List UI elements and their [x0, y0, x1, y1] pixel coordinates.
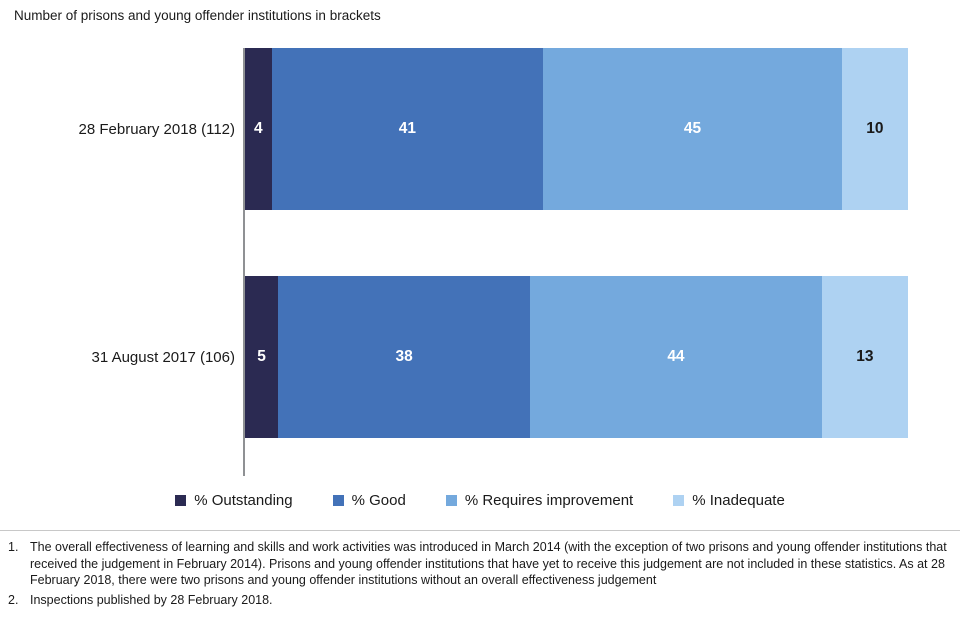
legend-swatch-icon [673, 495, 684, 506]
legend-swatch-icon [175, 495, 186, 506]
footnote-text: Inspections published by 28 February 2018. [30, 592, 273, 607]
plot-area [0, 44, 960, 476]
legend-item-outstanding[interactable] [175, 492, 292, 509]
bar-segment-inadequate-0[interactable] [842, 48, 908, 210]
chart-note: Number of prisons and young offender institutions in brackets [14, 8, 381, 23]
bar-segment-outstanding-0[interactable] [245, 48, 272, 210]
legend-item-good[interactable] [333, 492, 406, 509]
bar-segment-requires-improvement-0[interactable] [543, 48, 841, 210]
footnote-1 [0, 539, 960, 589]
bar-value-label: 41 [398, 120, 417, 137]
legend-swatch-icon [446, 495, 457, 506]
bar-row [0, 276, 960, 438]
bar-segment-outstanding-1[interactable] [245, 276, 278, 438]
stacked-bar-1 [245, 276, 908, 438]
bar-row [0, 48, 960, 210]
legend-label: % Requires improvement [464, 492, 634, 509]
category-label-0: 28 February 2018 (112) [78, 120, 235, 138]
footnote-number: 1. [8, 540, 19, 554]
category-label-1: 31 August 2017 (106) [91, 348, 235, 366]
footnotes [0, 530, 960, 611]
bar-value-label: 4 [253, 120, 263, 137]
stacked-bar-0 [245, 48, 908, 210]
bar-value-label: 45 [683, 120, 702, 137]
chart-legend [0, 492, 960, 509]
footnote-number: 2. [8, 592, 19, 607]
bar-value-label: 44 [667, 348, 685, 365]
bar-segment-good-0[interactable] [272, 48, 544, 210]
legend-item-requires-improvement[interactable] [446, 492, 633, 509]
legend-label: % Inadequate [692, 492, 785, 509]
bar-segment-good-1[interactable] [278, 276, 530, 438]
legend-label: % Good [351, 492, 406, 509]
legend-swatch-icon [333, 495, 344, 506]
legend-item-inadequate[interactable] [673, 492, 785, 509]
bar-value-label: 5 [257, 348, 266, 365]
footnote-2 [0, 592, 960, 609]
footnote-text: The overall effectiveness of learning and skills and work activities was introduced in March 2014 (with the exception of two prisons and young offender institutions that received the judgement in February 2014). Prisons and young offender institutions that have yet to receive this judgement are not included in these statistics. As at 28 February 2018, there were two prisons and young offender institutions without an overall effectiveness judgement [30, 540, 947, 587]
bar-value-label: 38 [395, 348, 413, 365]
bar-segment-inadequate-1[interactable] [822, 276, 908, 438]
bar-value-label: 10 [866, 120, 884, 137]
bar-segment-requires-improvement-1[interactable] [530, 276, 822, 438]
legend-label: % Outstanding [194, 492, 293, 509]
bar-value-label: 13 [856, 348, 874, 365]
